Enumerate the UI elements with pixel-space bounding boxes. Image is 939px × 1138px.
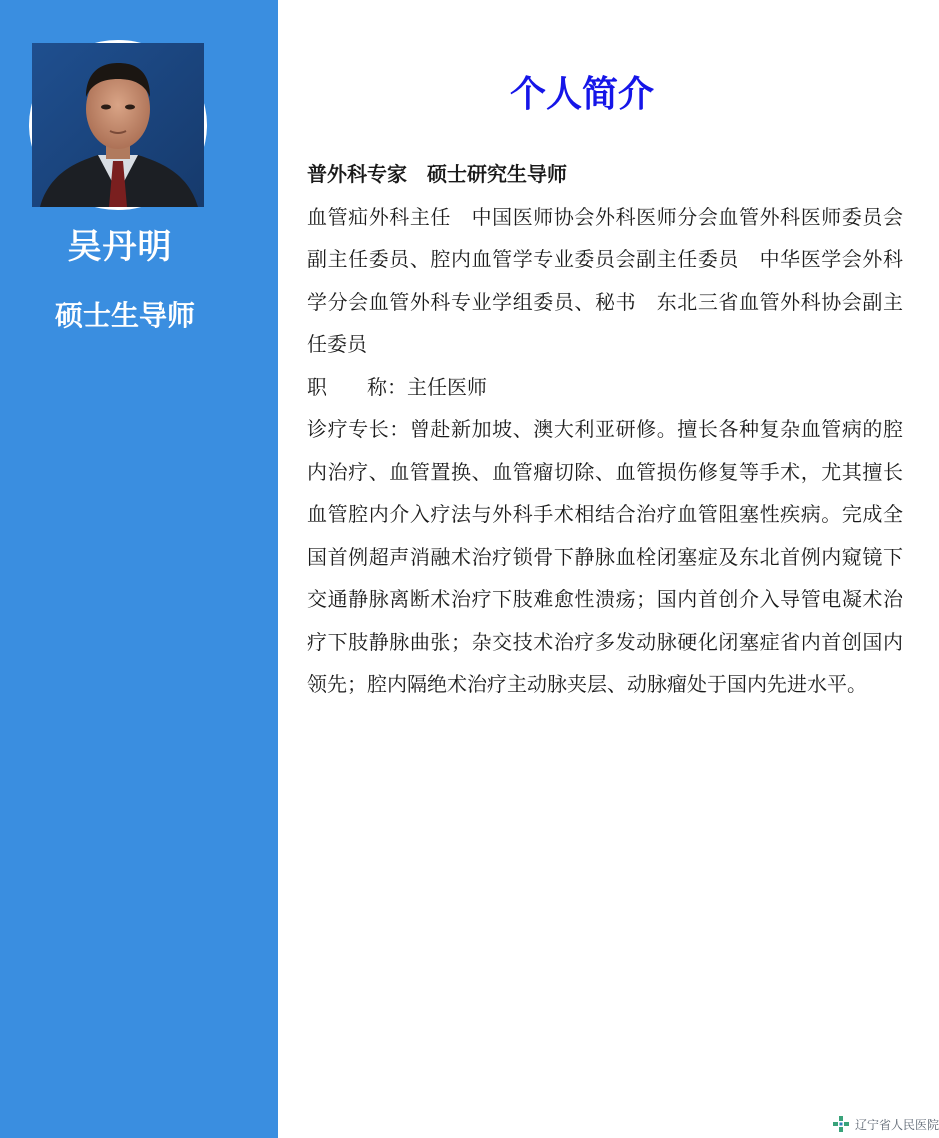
specialty-line: 普外科专家 硕士研究生导师 xyxy=(307,162,567,186)
hospital-logo-icon xyxy=(832,1115,850,1133)
hospital-logo xyxy=(832,1112,939,1136)
title-line: 职 称：主任医师 xyxy=(307,374,487,399)
page-title: 个人简介 xyxy=(509,74,654,115)
avatar xyxy=(32,43,204,207)
positions-paragraph: 血管疝外科主任 中国医师协会外科医师分会血管外科医师委员会副主任委员、腔内血管学专业委员会副主任委员 中华医学会外科学分会血管外科专业学组委员、秘书 东北三省血管外科协会副主任委员 xyxy=(307,204,903,356)
avatar-frame xyxy=(29,40,207,210)
profile-sidebar xyxy=(0,0,278,1138)
hospital-logo-text: 辽宁省人民医院 xyxy=(855,1117,939,1132)
profile-name: 吴丹明 xyxy=(67,227,173,267)
biography xyxy=(307,153,903,706)
expertise-paragraph: 诊疗专长：曾赴新加坡、澳大利亚研修。擅长各种复杂血管病的腔内治疗、血管置换、血管瘤切除、血管损伤修复等手术，尤其擅长血管腔内介入疗法与外科手术相结合治疗血管阻塞性疾病。完成全国首例超声消融术治疗锁骨下静脉血栓闭塞症及东北首例内窥镜下交通静脉离断术治疗下肢难愈性溃疡；国内首创介入导管电凝术治疗下肢静脉曲张；杂交技术治疗多发动脉硬化闭塞症省内首创国内领先；腔内隔绝术治疗主动脉夹层、动脉瘤处于国内先进水平。 xyxy=(307,417,903,696)
profile-role: 硕士生导师 xyxy=(54,299,195,332)
portrait-photo xyxy=(32,43,204,207)
